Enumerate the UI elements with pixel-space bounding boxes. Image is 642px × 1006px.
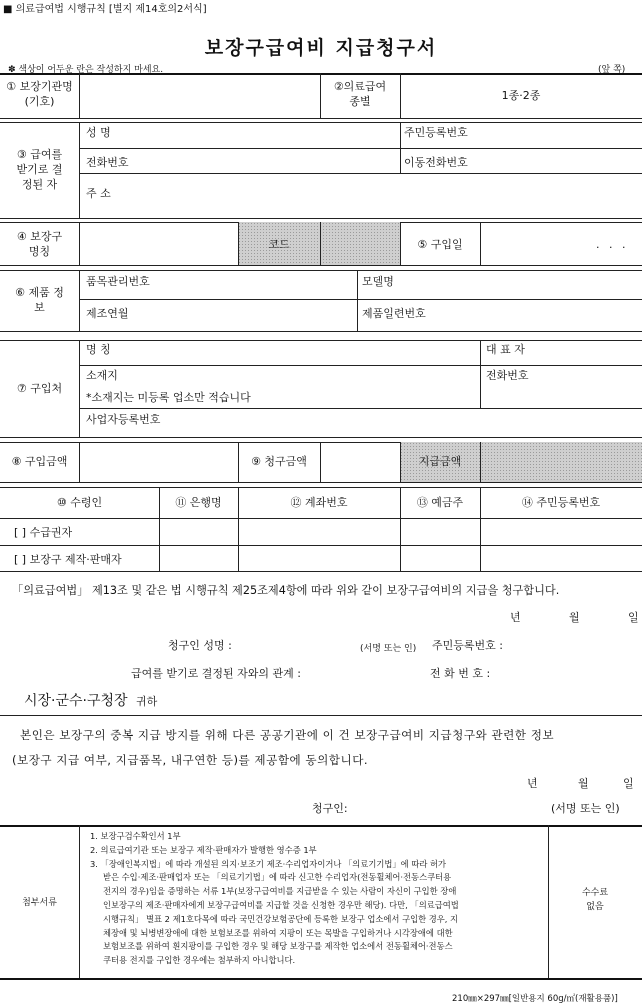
recipient-vendor-checkbox[interactable]: [ ] 보장구 제작·판매자 [14, 553, 122, 566]
claim-amount-field[interactable] [321, 443, 399, 481]
declaration-text: 「의료급여법」 제13조 및 같은 법 시행규칙 제25조제4항에 따라 위와 같이 보장구급여비의 지급을 청구합니다. [12, 584, 560, 597]
beneficiary-label-line2: 받기로 결 [16, 163, 63, 176]
attachments-list [90, 830, 546, 968]
product-info-label [0, 285, 79, 315]
product-label-line2: 보 [34, 301, 45, 314]
medical-aid-kind-label [320, 79, 400, 109]
paper-spec-footer: 210㎜×297㎜[일반용지 60g/㎡(재활용품)] [452, 994, 618, 1004]
law-reference: ■ 의료급여법 시행규칙 [별지 제14호의2서식] [3, 4, 207, 15]
claimant-sign-note: (서명 또는 인) [360, 644, 417, 654]
claimant-rrn-label[interactable]: 주민등록번호 : [432, 639, 503, 652]
serial-no-field[interactable]: 제품일련번호 [362, 307, 426, 320]
agency-field[interactable] [80, 74, 320, 117]
medical-aid-kind-value[interactable]: 1종·2종 [501, 89, 541, 102]
addressee-suffix: 귀하 [136, 695, 158, 708]
col-recipient: ⑩ 수령인 [56, 496, 103, 509]
purchase-amount-field[interactable] [80, 443, 237, 481]
form-note: ✽ 색상이 어두운 란은 작성하지 마세요. [8, 65, 164, 75]
recipient-beneficiary-checkbox[interactable]: [ ] 수급권자 [14, 526, 73, 539]
attachment-item: 3. 「장애인복지법」에 따라 개설된 의지·보조기 제조·수리업자이거나 「의료기기법」에 따라 허가 [90, 858, 447, 869]
model-name-field[interactable]: 모델명 [362, 275, 394, 288]
beneficiary-label-line3: 정된 자 [21, 178, 58, 191]
consent-sign-note: (서명 또는 인) [551, 802, 620, 815]
attachment-item: 2. 의료급여기관 또는 보장구 제작·판매자가 발행한 영수증 1부 [90, 844, 317, 855]
col-account-holder: ⑬ 예금주 [416, 496, 464, 509]
page-side: (앞 쪽) [598, 65, 626, 75]
consent-line2: (보장구 지급 여부, 지급품목, 내구연한 등)를 제공함에 동의합니다. [12, 753, 369, 767]
kind-label-line1: ②의료급여 [333, 80, 387, 93]
col-account-no: ⑫ 계좌번호 [290, 496, 348, 509]
attachment-item: 보험보조를 위하여 흰지팡이를 구입한 경우 및 해당 보장구를 제작한 업소에서 전동휠체어·전동스 [103, 941, 453, 952]
vendor-name-field[interactable]: 명 칭 [86, 343, 111, 356]
consent-year[interactable]: 년 [527, 777, 538, 790]
code-label: 코드 [268, 238, 290, 251]
relation-label[interactable]: 급여를 받기로 결정된 자와의 관계 : [131, 667, 301, 680]
purchase-amount-label: ⑧ 구입금액 [11, 455, 68, 468]
consent-day[interactable]: 일 [623, 777, 634, 790]
attachments-label: 첨부서류 [22, 898, 57, 908]
attachment-item: 인보장구의 제조·판매자에게 보장구급여비를 지급할 것을 신청한 경우만 해당). 다만, 「의료급여법 [103, 899, 459, 910]
form-title: 보장구급여비 지급청구서 [204, 37, 438, 59]
decl-month[interactable]: 월 [569, 611, 580, 624]
manufacture-date-field[interactable]: 제조연월 [86, 307, 129, 320]
agency-label-line2: (기호) [24, 95, 55, 108]
beneficiary-label-line1: ③ 급여를 [16, 148, 63, 161]
attachment-item: 쿠터용 전지를 구입한 경우에는 첨부하지 아니합니다. [103, 955, 296, 966]
decl-day[interactable]: 일 [628, 611, 639, 624]
vendor-ceo-field[interactable]: 대 표 자 [486, 343, 525, 356]
vendor-phone-field[interactable]: 전화번호 [486, 369, 529, 382]
addressee [24, 690, 157, 710]
device-label-line2: 명칭 [28, 245, 51, 258]
fee-value: 없음 [586, 902, 604, 912]
claimant-name-label[interactable]: 청구인 성명 : [168, 639, 232, 652]
beneficiary-phone-field[interactable]: 전화번호 [86, 156, 129, 169]
beneficiary-name-field[interactable]: 성 명 [86, 126, 111, 139]
attachment-item: 1. 보장구검수확인서 1부 [90, 831, 181, 841]
item-management-no-field[interactable]: 품목관리번호 [86, 275, 150, 288]
device-name-field[interactable] [80, 223, 237, 264]
claimant-phone-label[interactable]: 전 화 번 호 : [430, 667, 491, 680]
addressee-title: 시장·군수·구청장 [24, 693, 128, 709]
purchase-date-field[interactable]: . . . [596, 238, 629, 251]
kind-label-line2: 종별 [349, 95, 371, 108]
paid-amount-label: 지급금액 [418, 455, 462, 468]
purchase-date-label: ⑤ 구입일 [417, 238, 463, 251]
vendor-label: ⑦ 구입처 [16, 382, 63, 395]
vendor-business-no-field[interactable]: 사업자등록번호 [86, 413, 161, 426]
decl-year[interactable]: 년 [510, 611, 521, 624]
fee-box [548, 886, 642, 914]
attachment-item: 전지의 경우)임을 증명하는 서류 1부(보장구급여비를 지급받을 수 있는 사람이 자신이 구입한 장애 [103, 886, 457, 897]
col-rrn: ⑭ 주민등록번호 [521, 496, 601, 509]
device-label-line1: ④ 보장구 [16, 230, 63, 243]
vendor-location-note: *소재지는 미등록 업소만 적습니다 [86, 391, 251, 404]
consent-month[interactable]: 월 [578, 777, 589, 790]
col-bank: ⑪ 은행명 [175, 496, 222, 509]
vendor-location-field[interactable]: 소재지 [86, 369, 118, 382]
agency-label-line1: ① 보장기관명 [6, 80, 73, 93]
beneficiary-rrn-field[interactable]: 주민등록번호 [404, 126, 468, 139]
beneficiary-label [0, 147, 79, 192]
product-label-line1: ⑥ 제품 정 [15, 286, 64, 299]
fee-label: 수수료 [581, 888, 609, 898]
attachment-item: 받은 수입·제조·판매업자 또는 「의료기기법」에 따라 신고한 수리업자(전동휠체어·전동스쿠터용 [103, 872, 452, 883]
claim-amount-label: ⑨ 청구금액 [251, 455, 307, 468]
agency-label [0, 79, 79, 109]
consent-claimant-label[interactable]: 청구인: [312, 802, 348, 815]
beneficiary-mobile-field[interactable]: 이동전화번호 [404, 156, 468, 169]
beneficiary-address-field[interactable]: 주 소 [86, 187, 111, 200]
consent-line1: 본인은 보장구의 중복 지급 방지를 위해 다른 공공기관에 이 건 보장구급여비 지급청구와 관련한 정보 [20, 728, 555, 742]
attachment-item: 시행규칙」 별표 2 제1호다목에 따라 국민건강보험공단에 등록한 보장구 업소에서 구입한 경우, 지 [103, 913, 459, 924]
device-name-label [0, 229, 79, 259]
attachment-item: 체장애 및 뇌병변장애에 대한 보험보조를 위하여 지팡이 또는 목발을 구입하거나 시각장애에 대한 [103, 927, 453, 938]
